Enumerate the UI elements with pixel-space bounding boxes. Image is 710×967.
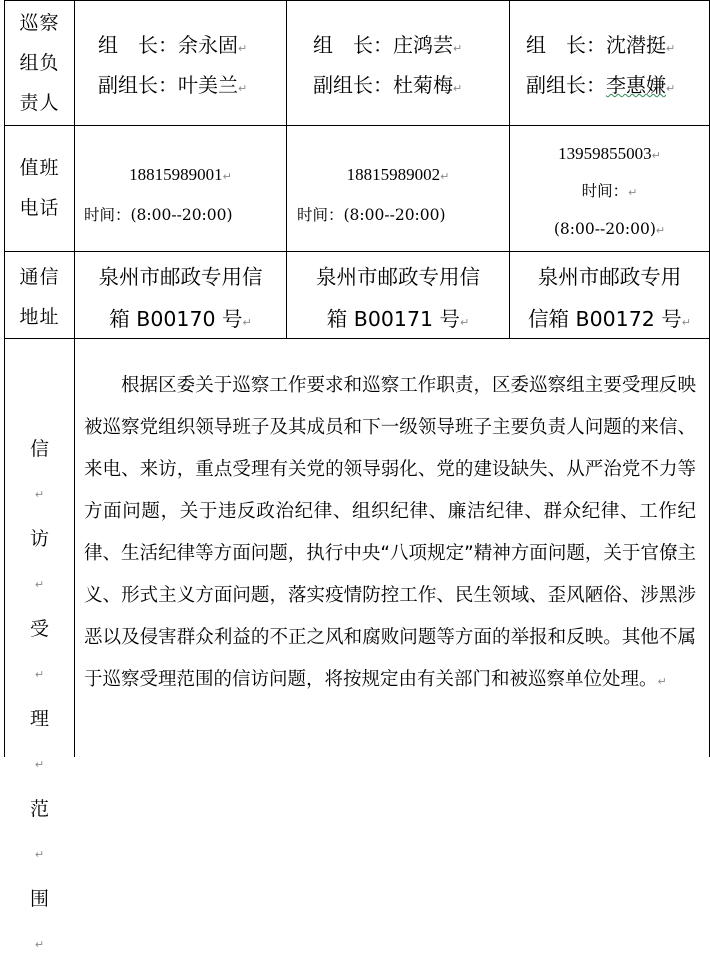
- paragraph-mark: ↵: [651, 149, 661, 162]
- table-top-border: [4, 0, 710, 1]
- paragraph-mark: ↵: [34, 488, 45, 501]
- address-line: 箱 B00170 号: [109, 307, 243, 331]
- row-divider: [4, 251, 710, 252]
- group-3-phone: [510, 138, 709, 246]
- paragraph-mark: ↵: [34, 848, 45, 861]
- paragraph-mark: ↵: [657, 675, 667, 688]
- group-1-address: [75, 256, 286, 344]
- paragraph-mark: ↵: [666, 82, 676, 95]
- leader-title: 组 长：: [98, 33, 178, 57]
- duty-time-label: 时间：: [581, 182, 629, 200]
- label-line: 地址: [19, 306, 60, 328]
- address-line: 泉州市邮政专用: [537, 265, 682, 289]
- phone-number: 18815989002: [346, 165, 441, 184]
- address-line: 泉州市邮政专用信: [316, 265, 480, 289]
- scope-text: 根据区委关于巡察工作要求和巡察工作职责，区委巡察组主要受理反映被巡察党组织领导班子及其成员和下一级领导班子主要负责人问题的来信、来电、来访，重点受理有关党的领导弱化、党的建设缺失、从严治党不力等方面问题，关于违反政治纪律、组织纪律、廉洁纪律、群众纪律、工作纪律、生活纪律等方面问题，执行中央“八项规定”精神方面问题，关于官僚主义、形式主义方面问题，落实疫情防控工作、民生领域、歪风陋俗、涉黑涉恶以及侵害群众利益的不正之风和腐败问题等方面的举报和反映。其他不属于巡察受理范围的信访问题，将按规定由有关部门和被巡察单位处理。: [84, 375, 696, 690]
- scope-paragraph: [84, 365, 696, 703]
- label-char: 范 ↵: [5, 787, 74, 877]
- group-1-phone: [75, 160, 286, 190]
- deputy-name: 杜菊梅: [393, 73, 453, 97]
- paragraph-mark: ↵: [34, 668, 45, 681]
- paragraph-mark: ↵: [453, 82, 463, 95]
- deputy-title: 副组长：: [98, 73, 178, 97]
- label-char: 信 ↵: [5, 427, 74, 517]
- phone-number: 13959855003: [558, 144, 652, 163]
- deputy-title: 副组长：: [526, 73, 606, 97]
- leader-name: 余永固: [178, 33, 238, 57]
- label-line: 值班: [19, 157, 60, 179]
- label-char: 围 ↵: [5, 877, 74, 967]
- paragraph-mark: ↵: [453, 42, 463, 55]
- paragraph-mark: ↵: [666, 42, 676, 55]
- label-address: [5, 257, 74, 337]
- label-line: 巡察: [19, 12, 60, 34]
- paragraph-mark: ↵: [34, 938, 45, 951]
- leader-title: 组 长：: [526, 33, 606, 57]
- group-2-phone: [287, 160, 509, 190]
- group-1-leaders: [98, 25, 286, 105]
- group-1-duty-time: [84, 200, 286, 230]
- label-char: 受 ↵: [5, 607, 74, 697]
- deputy-title: 副组长：: [313, 73, 393, 97]
- paragraph-mark: ↵: [34, 578, 45, 591]
- paragraph-mark: ↵: [655, 224, 666, 237]
- column-divider: [74, 0, 75, 757]
- label-leaders: [5, 1, 74, 125]
- paragraph-mark: ↵: [238, 42, 248, 55]
- paragraph-mark: ↵: [440, 170, 450, 183]
- paragraph-mark: ↵: [460, 316, 470, 329]
- group-3-address: [510, 256, 709, 344]
- leader-name: 沈潜挺: [606, 33, 666, 57]
- label-line: 电话: [19, 197, 60, 219]
- paragraph-mark: ↵: [242, 316, 252, 329]
- paragraph-mark: ↵: [238, 82, 248, 95]
- label-char: 访 ↵: [5, 517, 74, 607]
- label-line: 通信: [19, 266, 60, 288]
- deputy-name: 叶美兰: [178, 73, 238, 97]
- paragraph-mark: ↵: [628, 186, 638, 199]
- leader-title: 组 长：: [313, 33, 393, 57]
- label-char: 理 ↵: [5, 697, 74, 787]
- phone-number: 18815989001: [129, 165, 223, 184]
- paragraph-mark: ↵: [34, 758, 45, 771]
- label-line: 责人: [19, 92, 60, 114]
- paragraph-mark: ↵: [222, 170, 232, 183]
- group-2-duty-time: [297, 200, 509, 230]
- address-line: 泉州市邮政专用信: [98, 265, 263, 289]
- group-2-address: [287, 256, 509, 344]
- address-line: 信箱 B00172 号: [527, 307, 682, 331]
- row-divider: [4, 125, 710, 126]
- label-phone: [5, 148, 74, 228]
- group-3-leaders: [526, 25, 709, 105]
- paragraph-mark: ↵: [681, 316, 692, 329]
- group-2-leaders: [313, 25, 509, 105]
- deputy-name: 李惠嫌: [606, 73, 666, 97]
- leader-name: 庄鸿芸: [393, 33, 453, 57]
- duty-time-value: (8:00--20:00): [553, 220, 656, 238]
- label-scope: [5, 427, 74, 967]
- address-line: 箱 B00171 号: [326, 307, 461, 331]
- duty-time: 时间：(8:00--20:00): [297, 206, 446, 224]
- duty-time: 时间：(8:00--20:00): [84, 206, 233, 224]
- label-line: 组负: [19, 52, 60, 74]
